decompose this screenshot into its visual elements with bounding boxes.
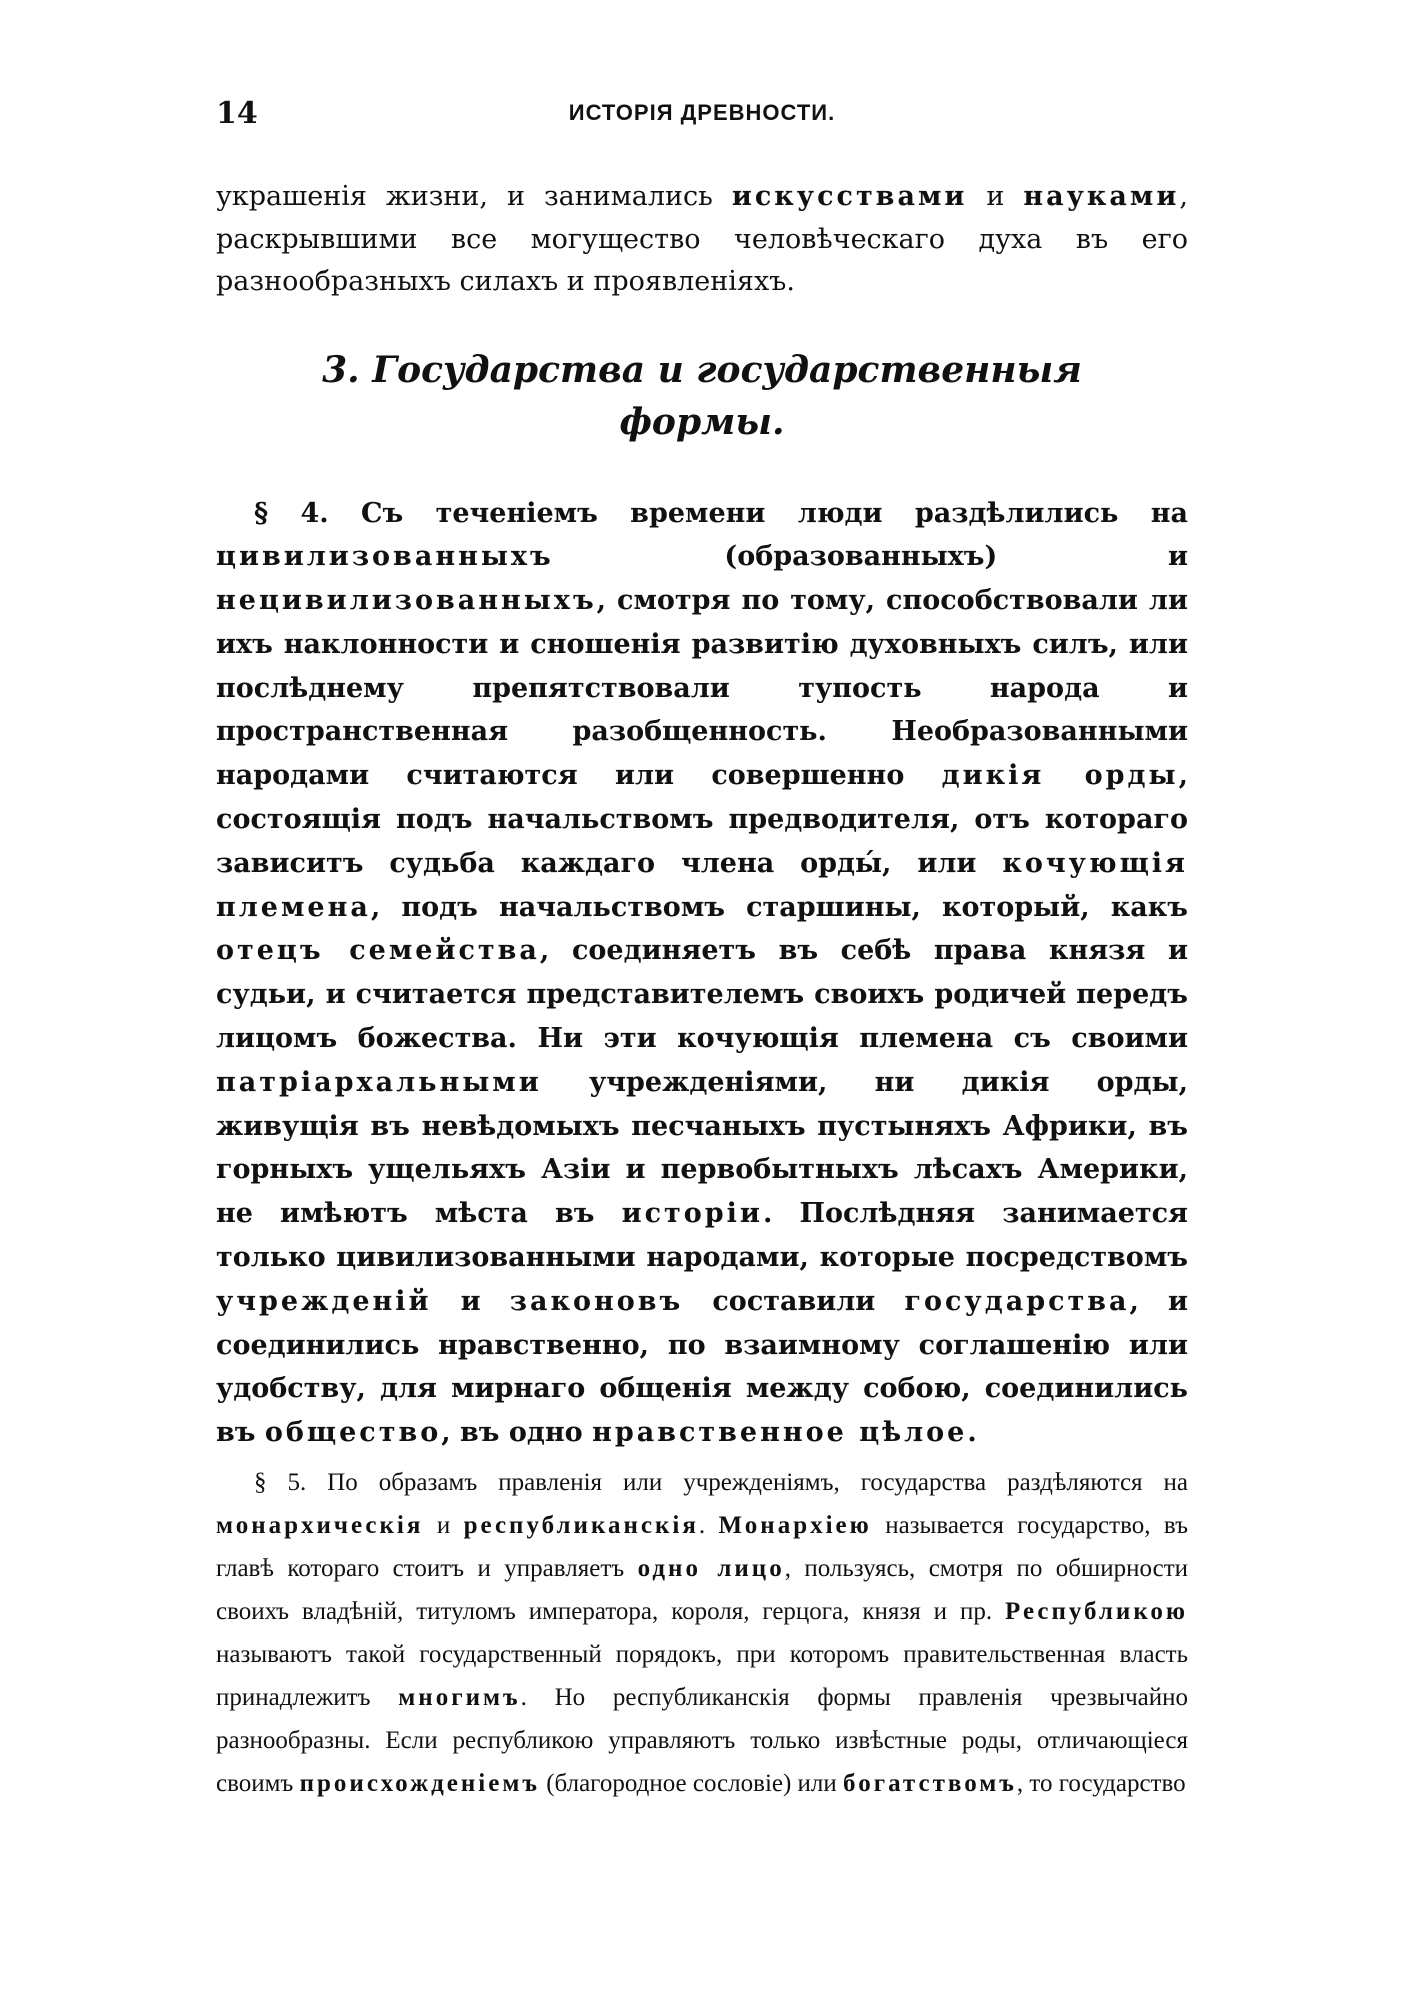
text-run: кочующія племена (216, 847, 1188, 923)
running-head (216, 96, 1188, 136)
text-run: , подъ начальствомъ старшины, который, какъ (370, 891, 1188, 923)
text-run: (образованныхъ) и (553, 541, 1188, 573)
text-run: монархическія (216, 1512, 424, 1540)
text-run: , въ одно (441, 1417, 593, 1449)
text-run: науками (1023, 181, 1180, 212)
text-run: государства (904, 1285, 1130, 1317)
text-run: цивилизованныхъ (216, 541, 554, 573)
text-run: . (967, 1417, 977, 1449)
text-run: богатствомъ (843, 1770, 1017, 1798)
text-run: , то государство (1016, 1770, 1186, 1798)
text-run: , состоящія подъ начальствомъ предводителя, отъ котораго зависитъ судьба каждаго члена орды́, или (216, 760, 1188, 879)
text-run: . Послѣдняя занимается только цивилизованными народами, которые посредствомъ (216, 1198, 1188, 1274)
text-run: отецъ семейства (216, 935, 540, 967)
page-number: 14 (216, 96, 258, 131)
running-title: ИСТОРІЯ ДРЕВНОСТИ. (568, 100, 836, 125)
text-run: республиканскія (463, 1512, 699, 1540)
text-run: и (423, 1512, 464, 1540)
text-run: , соединяетъ въ себѣ права князя и судьи, и считается представителемъ своихъ родичей передъ лицомъ божества. Ни эти кочующія племена съ своими (216, 935, 1188, 1055)
section-number: 3. (322, 348, 360, 391)
text-run: Республикою (1005, 1598, 1188, 1626)
text-run: (благородное сословіе) или (539, 1770, 844, 1798)
text-run: многимъ (398, 1684, 521, 1712)
text-run: § 5. По образамъ правленія или учрежденіямъ, государства раздѣляются на (254, 1469, 1188, 1497)
intro-paragraph (216, 176, 1188, 304)
text-run: называется государство, въ главѣ котораго стоитъ и управляетъ (216, 1512, 1188, 1583)
section-title: Государства и государственныя формы. (372, 348, 1082, 443)
text-run: дикія орды (941, 760, 1179, 792)
text-run: нецивилизованныхъ (216, 585, 597, 617)
text-run: составили (683, 1285, 905, 1317)
text-run: украшенія жизни, и занимались (216, 181, 732, 212)
text-run: , пользуясь, смотря по обширности своихъ владѣній, титуломъ императора, короля, герцога, князя и пр. (216, 1555, 1188, 1626)
text-run: , и соединились нравственно, по взаимному соглашенію или удобству, для мирнаго общенія между собою, соединились въ (216, 1285, 1189, 1449)
body-text (216, 176, 1188, 1805)
text-run: § 4. Съ теченіемъ времени люди раздѣлились на (254, 497, 1188, 529)
text-run: учрежденіями, ни дикія орды, живущія въ невѣдомыхъ песчаныхъ пустыняхъ Африки, въ горныхъ ущельяхъ Азіи и первобытныхъ лѣсахъ Америки, не имѣютъ мѣста въ (216, 1066, 1188, 1230)
text-run: одно лицо (637, 1555, 785, 1583)
text-run: искусствами (731, 181, 968, 212)
text-run: происхожденіемъ (299, 1770, 540, 1798)
text-run: и (967, 181, 1024, 212)
section-heading (216, 344, 1188, 448)
text-run: . (698, 1512, 719, 1540)
text-run: , раскрывшими все могущество человѣческаго духа въ его разнообразныхъ силахъ и проявленіяхъ. (216, 181, 1188, 297)
text-run: общество (264, 1417, 442, 1449)
text-run: , смотря по тому, способствовали ли ихъ наклонности и сношенія развитію духовныхъ силъ, или послѣднему препятствовали тупость народа и пространственная разобщенность. Необразованными народами считаются или совершенно (216, 585, 1188, 792)
text-run: исторіи (621, 1198, 763, 1230)
text-run: нравственное цѣлое (592, 1417, 968, 1449)
text-run: и (431, 1285, 510, 1317)
text-run: учрежденій (216, 1285, 432, 1317)
paragraph-5 (216, 1461, 1188, 1805)
text-run: . Но республиканскія формы правленія чрезвычайно разнообразны. Если республикою управляютъ только извѣстные роды, отличающіеся своимъ (216, 1684, 1188, 1798)
text-run: называютъ такой государственный порядокъ, при которомъ правительственная власть принадлежитъ (216, 1641, 1188, 1712)
text-run: патріархальными (216, 1066, 542, 1098)
text-run: Монархіею (718, 1512, 872, 1540)
paragraph-4 (216, 492, 1188, 1456)
text-run: законовъ (509, 1285, 684, 1317)
